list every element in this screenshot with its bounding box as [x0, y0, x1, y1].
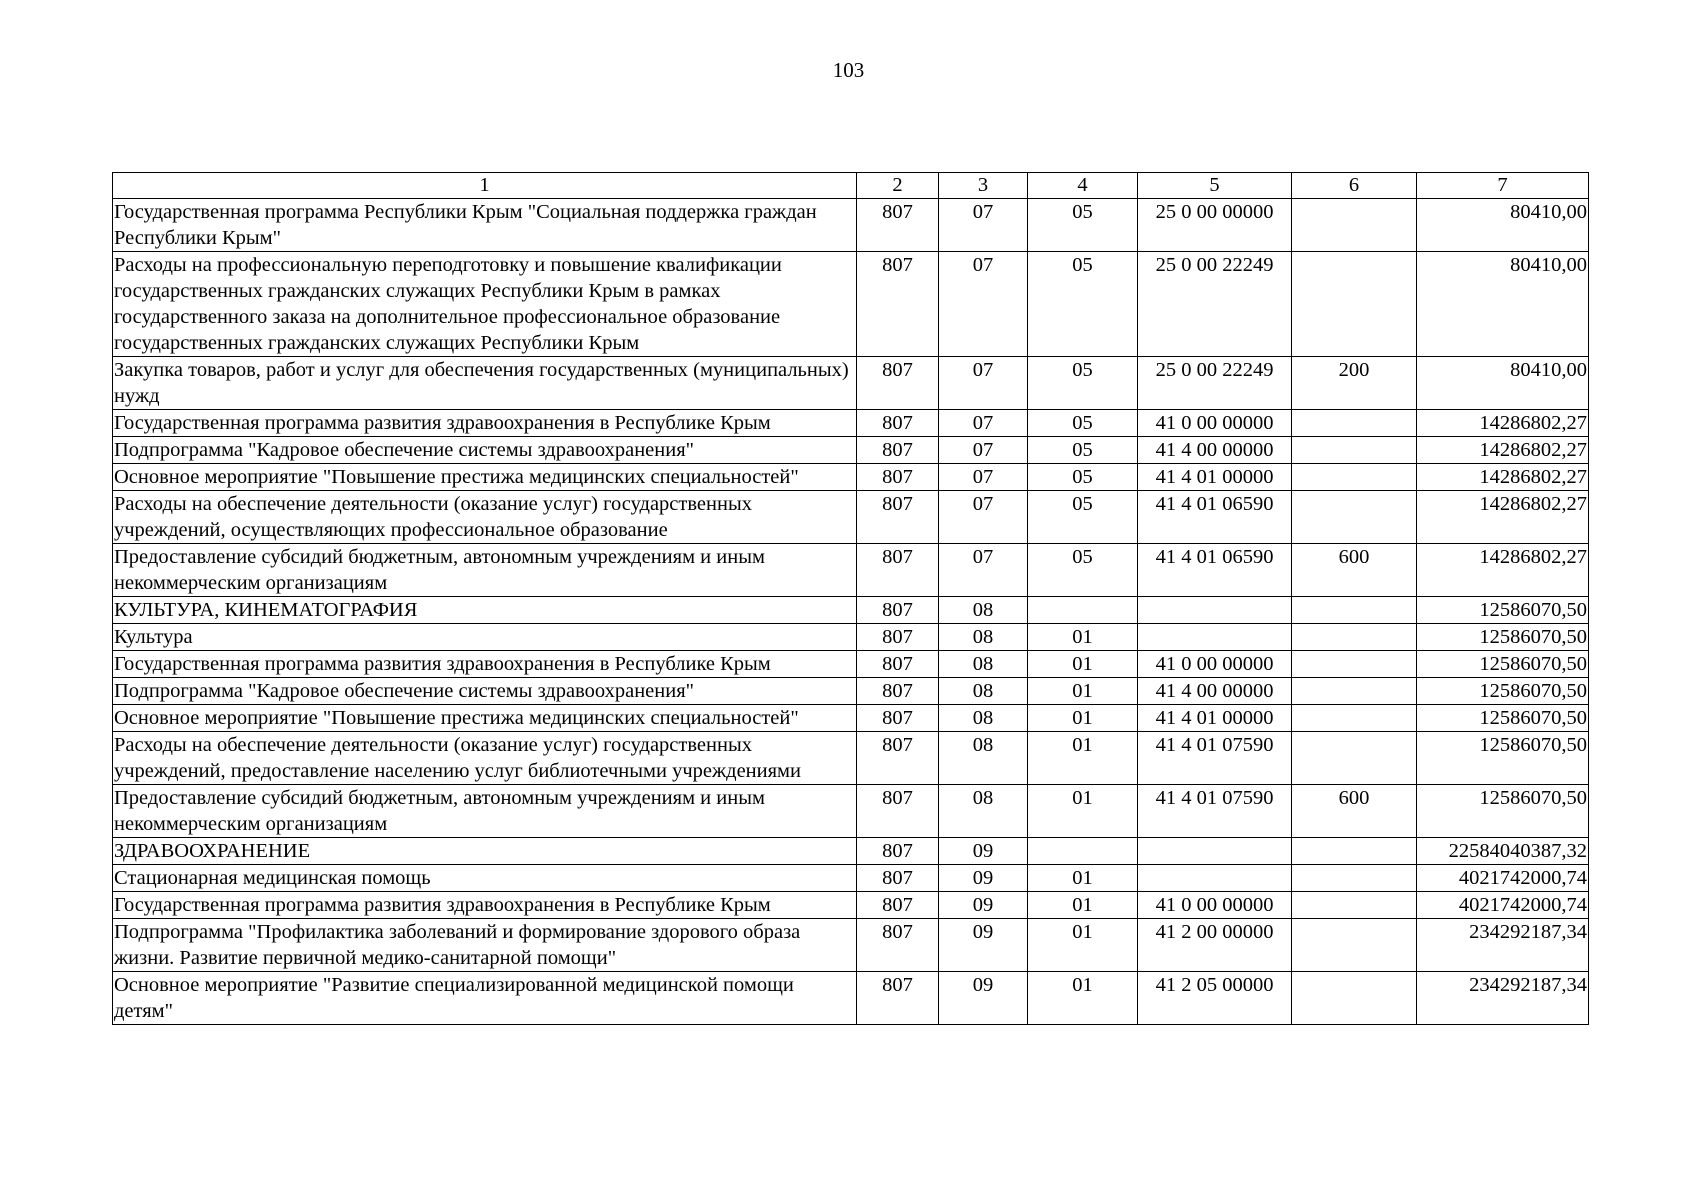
- cell-amount: 14286802,27: [1417, 437, 1589, 464]
- cell-grbs: 807: [857, 597, 939, 624]
- cell-target-article: [1138, 865, 1292, 892]
- cell-grbs: 807: [857, 437, 939, 464]
- header-col-2: 2: [857, 173, 939, 199]
- cell-grbs: 807: [857, 410, 939, 437]
- cell-amount: 12586070,50: [1417, 785, 1589, 838]
- cell-name: ЗДРАВООХРАНЕНИЕ: [113, 838, 857, 865]
- cell-target-article: [1138, 838, 1292, 865]
- cell-grbs: 807: [857, 865, 939, 892]
- table-row: [113, 464, 1589, 491]
- cell-expense-type: [1292, 199, 1417, 252]
- table-row: [113, 892, 1589, 919]
- cell-target-article: 41 4 01 00000: [1138, 705, 1292, 732]
- table-row: [113, 678, 1589, 705]
- cell-subsection: [1028, 838, 1138, 865]
- cell-amount: 80410,00: [1417, 252, 1589, 357]
- cell-subsection: [1028, 597, 1138, 624]
- cell-amount: 12586070,50: [1417, 732, 1589, 785]
- cell-target-article: 41 0 00 00000: [1138, 892, 1292, 919]
- cell-amount: 80410,00: [1417, 357, 1589, 410]
- cell-expense-type: [1292, 651, 1417, 678]
- cell-name: Расходы на обеспечение деятельности (оказание услуг) государственных учреждений, предоставление населению услуг библиотечными учреждениями: [113, 732, 857, 785]
- cell-target-article: 41 4 00 00000: [1138, 678, 1292, 705]
- cell-subsection: 01: [1028, 892, 1138, 919]
- cell-expense-type: [1292, 437, 1417, 464]
- table-row: [113, 705, 1589, 732]
- table-row: [113, 252, 1589, 357]
- cell-amount: 12586070,50: [1417, 651, 1589, 678]
- cell-target-article: 41 4 01 06590: [1138, 491, 1292, 544]
- cell-amount: 22584040387,32: [1417, 838, 1589, 865]
- cell-expense-type: [1292, 491, 1417, 544]
- cell-target-article: 41 4 01 07590: [1138, 732, 1292, 785]
- cell-target-article: 25 0 00 22249: [1138, 357, 1292, 410]
- cell-subsection: 05: [1028, 491, 1138, 544]
- cell-grbs: 807: [857, 838, 939, 865]
- cell-section: 07: [939, 252, 1028, 357]
- header-col-4: 4: [1028, 173, 1138, 199]
- cell-grbs: 807: [857, 544, 939, 597]
- cell-amount: 14286802,27: [1417, 410, 1589, 437]
- cell-name: Основное мероприятие "Развитие специализированной медицинской помощи детям": [113, 972, 857, 1025]
- cell-amount: 80410,00: [1417, 199, 1589, 252]
- cell-target-article: 41 4 01 00000: [1138, 464, 1292, 491]
- cell-section: 07: [939, 437, 1028, 464]
- cell-subsection: 05: [1028, 252, 1138, 357]
- header-col-3: 3: [939, 173, 1028, 199]
- cell-grbs: 807: [857, 252, 939, 357]
- cell-subsection: 05: [1028, 199, 1138, 252]
- cell-name: Подпрограмма "Кадровое обеспечение системы здравоохранения": [113, 437, 857, 464]
- cell-target-article: 41 2 00 00000: [1138, 919, 1292, 972]
- cell-name: Подпрограмма "Профилактика заболеваний и формирование здорового образа жизни. Развитие первичной медико-санитарной помощи": [113, 919, 857, 972]
- header-col-7: 7: [1417, 173, 1589, 199]
- cell-grbs: 807: [857, 199, 939, 252]
- cell-name: Расходы на профессиональную переподготовку и повышение квалификации государственных гражданских служащих Республики Крым в рамках государственного заказа на дополнительное профессиональное образование государственных гражданских служащих Республики Крым: [113, 252, 857, 357]
- cell-subsection: 01: [1028, 865, 1138, 892]
- cell-subsection: 01: [1028, 785, 1138, 838]
- cell-amount: 14286802,27: [1417, 491, 1589, 544]
- cell-expense-type: [1292, 705, 1417, 732]
- cell-expense-type: [1292, 865, 1417, 892]
- cell-expense-type: [1292, 972, 1417, 1025]
- cell-amount: 12586070,50: [1417, 624, 1589, 651]
- cell-section: 07: [939, 491, 1028, 544]
- table-row: [113, 732, 1589, 785]
- cell-subsection: 01: [1028, 624, 1138, 651]
- cell-name: Расходы на обеспечение деятельности (оказание услуг) государственных учреждений, осуществляющих профессиональное образование: [113, 491, 857, 544]
- cell-expense-type: [1292, 892, 1417, 919]
- cell-section: 08: [939, 651, 1028, 678]
- table-row: [113, 838, 1589, 865]
- cell-amount: 14286802,27: [1417, 464, 1589, 491]
- cell-name: Закупка товаров, работ и услуг для обеспечения государственных (муниципальных) нужд: [113, 357, 857, 410]
- cell-target-article: 41 0 00 00000: [1138, 651, 1292, 678]
- cell-expense-type: 600: [1292, 544, 1417, 597]
- table-row: [113, 410, 1589, 437]
- cell-name: Стационарная медицинская помощь: [113, 865, 857, 892]
- table-row: [113, 624, 1589, 651]
- cell-amount: 4021742000,74: [1417, 865, 1589, 892]
- table-row: [113, 972, 1589, 1025]
- cell-expense-type: [1292, 678, 1417, 705]
- cell-subsection: 01: [1028, 972, 1138, 1025]
- cell-subsection: 01: [1028, 651, 1138, 678]
- cell-section: 09: [939, 865, 1028, 892]
- cell-subsection: 01: [1028, 919, 1138, 972]
- cell-section: 08: [939, 705, 1028, 732]
- cell-grbs: 807: [857, 972, 939, 1025]
- cell-section: 08: [939, 624, 1028, 651]
- cell-expense-type: [1292, 597, 1417, 624]
- header-col-6: 6: [1292, 173, 1417, 199]
- cell-name: Предоставление субсидий бюджетным, автономным учреждениям и иным некоммерческим организациям: [113, 544, 857, 597]
- cell-section: 09: [939, 972, 1028, 1025]
- table-row: [113, 919, 1589, 972]
- cell-section: 09: [939, 838, 1028, 865]
- cell-name: Государственная программа развития здравоохранения в Республике Крым: [113, 410, 857, 437]
- cell-name: Государственная программа развития здравоохранения в Республике Крым: [113, 651, 857, 678]
- cell-section: 09: [939, 919, 1028, 972]
- cell-expense-type: 600: [1292, 785, 1417, 838]
- cell-target-article: 41 2 05 00000: [1138, 972, 1292, 1025]
- table-row: [113, 357, 1589, 410]
- cell-section: 07: [939, 544, 1028, 597]
- cell-section: 08: [939, 785, 1028, 838]
- table-row: [113, 597, 1589, 624]
- table-row: [113, 865, 1589, 892]
- cell-expense-type: [1292, 838, 1417, 865]
- cell-grbs: 807: [857, 732, 939, 785]
- cell-subsection: 05: [1028, 437, 1138, 464]
- cell-target-article: [1138, 597, 1292, 624]
- cell-grbs: 807: [857, 785, 939, 838]
- cell-subsection: 01: [1028, 678, 1138, 705]
- cell-name: Подпрограмма "Кадровое обеспечение системы здравоохранения": [113, 678, 857, 705]
- budget-table: [112, 172, 1589, 1025]
- table-row: [113, 544, 1589, 597]
- cell-subsection: 05: [1028, 544, 1138, 597]
- cell-name: Основное мероприятие "Повышение престижа медицинских специальностей": [113, 705, 857, 732]
- cell-section: 08: [939, 732, 1028, 785]
- cell-grbs: 807: [857, 892, 939, 919]
- cell-section: 08: [939, 678, 1028, 705]
- cell-amount: 12586070,50: [1417, 705, 1589, 732]
- cell-target-article: 41 4 01 07590: [1138, 785, 1292, 838]
- cell-grbs: 807: [857, 357, 939, 410]
- cell-expense-type: [1292, 410, 1417, 437]
- cell-amount: 234292187,34: [1417, 919, 1589, 972]
- cell-amount: 234292187,34: [1417, 972, 1589, 1025]
- cell-target-article: 41 4 01 06590: [1138, 544, 1292, 597]
- cell-grbs: 807: [857, 919, 939, 972]
- cell-section: 07: [939, 464, 1028, 491]
- cell-target-article: 41 4 00 00000: [1138, 437, 1292, 464]
- table-row: [113, 651, 1589, 678]
- cell-expense-type: [1292, 732, 1417, 785]
- cell-grbs: 807: [857, 464, 939, 491]
- cell-grbs: 807: [857, 624, 939, 651]
- cell-expense-type: [1292, 464, 1417, 491]
- cell-amount: 12586070,50: [1417, 678, 1589, 705]
- cell-name: Государственная программа развития здравоохранения в Республике Крым: [113, 892, 857, 919]
- cell-section: 07: [939, 199, 1028, 252]
- cell-expense-type: [1292, 252, 1417, 357]
- cell-name: Основное мероприятие "Повышение престижа медицинских специальностей": [113, 464, 857, 491]
- cell-grbs: 807: [857, 705, 939, 732]
- cell-grbs: 807: [857, 678, 939, 705]
- cell-section: 08: [939, 597, 1028, 624]
- cell-grbs: 807: [857, 651, 939, 678]
- cell-target-article: 41 0 00 00000: [1138, 410, 1292, 437]
- table-row: [113, 491, 1589, 544]
- cell-name: КУЛЬТУРА, КИНЕМАТОГРАФИЯ: [113, 597, 857, 624]
- cell-subsection: 05: [1028, 464, 1138, 491]
- header-col-5: 5: [1138, 173, 1292, 199]
- cell-target-article: [1138, 624, 1292, 651]
- cell-subsection: 01: [1028, 732, 1138, 785]
- table-row: [113, 199, 1589, 252]
- cell-target-article: 25 0 00 00000: [1138, 199, 1292, 252]
- cell-expense-type: [1292, 624, 1417, 651]
- cell-amount: 12586070,50: [1417, 597, 1589, 624]
- cell-expense-type: [1292, 919, 1417, 972]
- cell-amount: 4021742000,74: [1417, 892, 1589, 919]
- cell-name: Культура: [113, 624, 857, 651]
- cell-section: 09: [939, 892, 1028, 919]
- table-row: [113, 437, 1589, 464]
- header-row: [113, 173, 1589, 199]
- header-col-1: 1: [113, 173, 857, 199]
- cell-section: 07: [939, 357, 1028, 410]
- cell-target-article: 25 0 00 22249: [1138, 252, 1292, 357]
- table-row: [113, 785, 1589, 838]
- cell-section: 07: [939, 410, 1028, 437]
- cell-name: Предоставление субсидий бюджетным, автономным учреждениям и иным некоммерческим организациям: [113, 785, 857, 838]
- table-body: [113, 199, 1589, 1025]
- cell-subsection: 01: [1028, 705, 1138, 732]
- cell-name: Государственная программа Республики Крым "Социальная поддержка граждан Республики Крым": [113, 199, 857, 252]
- cell-expense-type: 200: [1292, 357, 1417, 410]
- cell-amount: 14286802,27: [1417, 544, 1589, 597]
- cell-grbs: 807: [857, 491, 939, 544]
- cell-subsection: 05: [1028, 357, 1138, 410]
- table-header: [113, 173, 1589, 199]
- page-number: 103: [832, 58, 865, 82]
- cell-subsection: 05: [1028, 410, 1138, 437]
